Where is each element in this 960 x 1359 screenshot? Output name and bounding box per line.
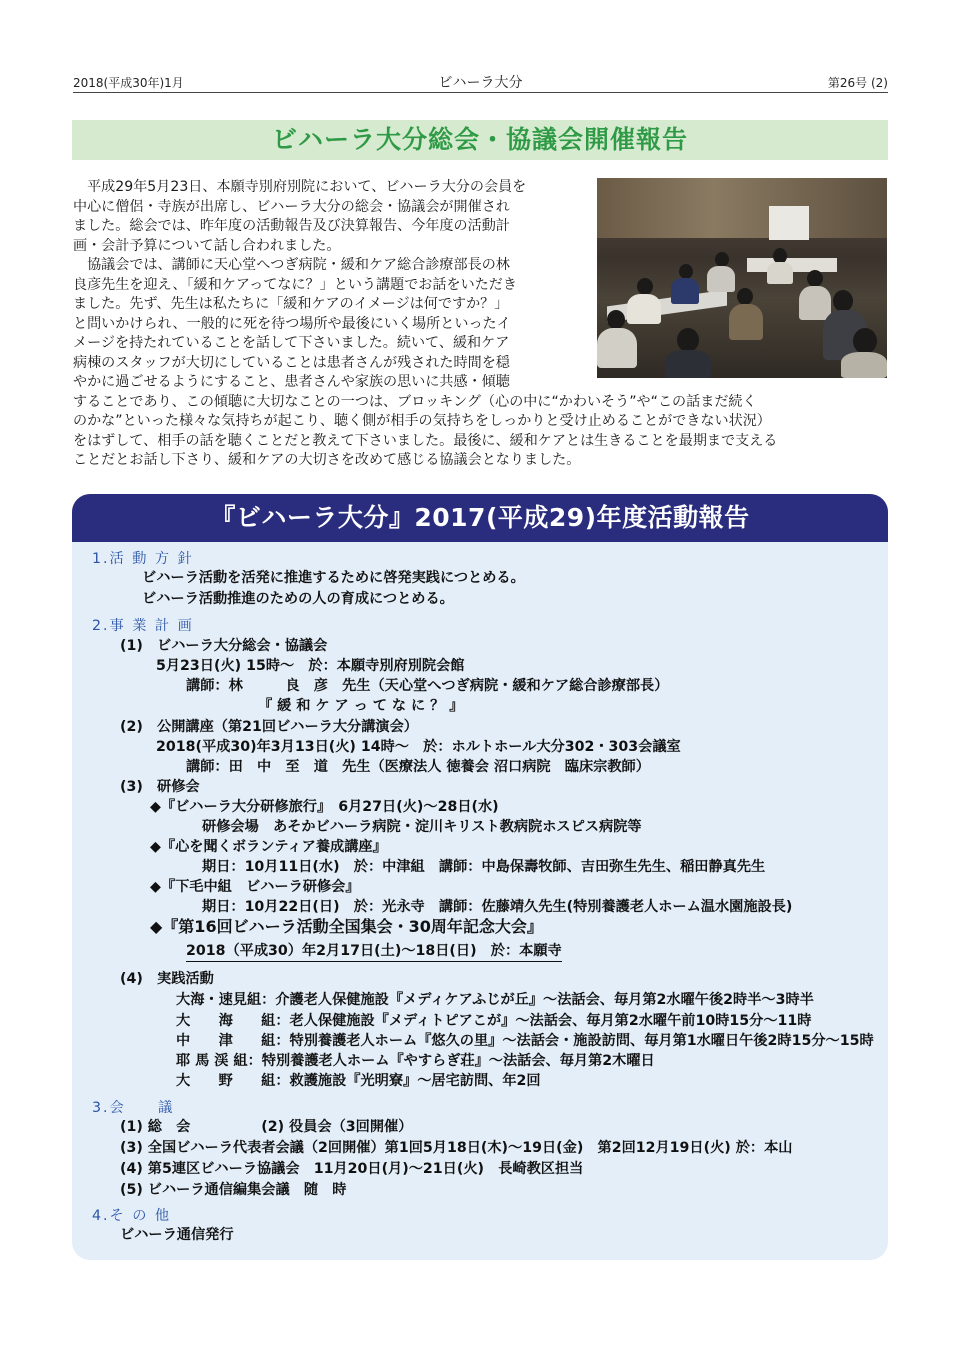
report-line: することであり、この傾聴に大切なことの一つは、ブロッキング（心の中に“かわいそう”や“この話まだ続く	[73, 393, 757, 410]
seminar-entry: ◆『下毛中組 ビハーラ研修会』	[150, 879, 360, 895]
section-policy-heading: 1.活 動 方 針	[92, 551, 194, 567]
report-line: 協議会では、講師に天心堂へつぎ病院・緩和ケア総合診療部長の林	[73, 257, 510, 273]
header-issue: 第26号 (2)	[827, 76, 888, 90]
seminar-entry-highlight: ◆『第16回ビハーラ活動全国集会・30周年記念大会』	[150, 917, 543, 936]
plan-item-title: (3) 研修会	[120, 779, 200, 795]
report-line: をはずして、相手の話を聴くことだと教えて下さいました。最後に、緩和ケアとは生きることを最期まで支える	[73, 432, 778, 449]
header-title: ビハーラ大分	[438, 75, 523, 91]
report-line: 病棟のスタッフが大切にしていることは患者さんが残された時間を穏	[73, 354, 510, 371]
header-rule	[73, 92, 888, 93]
plan-item-title: (2) 公開講座（第21回ビハーラ大分講演会）	[120, 719, 418, 735]
meeting-photo	[597, 178, 887, 378]
other-line: ビハーラ通信発行	[120, 1227, 234, 1243]
meeting-line: (3) 全国ビハーラ代表者会議（2回開催）第1回5月18日(木)～19日(金) 第2回12月19日(火) 於：本山	[120, 1140, 793, 1156]
report-title: ビハーラ大分総会・協議会開催報告	[72, 120, 888, 160]
report-line: ました。総会では、昨年度の活動報告及び決算報告、今年度の活動計	[73, 218, 510, 234]
plan-item-line: 2018(平成30)年3月13日(火) 14時～ 於：ホルトホール大分302・303会議室	[156, 739, 681, 755]
header-date: 2018(平成30年)1月	[73, 76, 184, 90]
practice-line: 耶 馬 渓 組：特別養護老人ホーム『やすらぎ荘』～法話会、毎月第2木曜日	[176, 1053, 655, 1069]
section-plan-heading: 2.事 業 計 画	[92, 618, 194, 634]
seminar-entry: ◆『心を聞くボランティア養成講座』	[150, 839, 387, 855]
page-header	[73, 74, 888, 92]
report-line: 平成29年5月23日、本願寺別府別院において、ビハーラ大分の会員を	[73, 179, 527, 195]
report-line: 中心に僧侶・寺族が出席し、ビハーラ大分の総会・協議会が開催され	[73, 198, 510, 215]
report-line: 画・会計予算について話し合われました。	[73, 237, 341, 254]
practice-line: 大 海 組：老人保健施設『メディトピアこが』～法話会、毎月第2水曜午前10時15分～11時	[176, 1013, 812, 1029]
activity-title: 『ビハーラ大分』2017(平成29)年度活動報告	[72, 494, 888, 542]
seminar-detail: 期日：10月11日(水) 於：中津組 講師：中島保壽牧師、吉田弥生先生、稲田静真先生	[202, 859, 766, 875]
seminar-detail-underlined: 2018（平成30）年2月17日(土)～18日(日) 於：本願寺	[186, 942, 562, 962]
seminar-entry: ◆『ビハーラ大分研修旅行』 6月27日(火)～28日(水)	[150, 799, 499, 815]
policy-line: ビハーラ活動推進のための人の育成につとめる。	[142, 591, 454, 607]
report-line: やかに過ごせるようにすること、患者さんや家族の思いに共感・傾聴	[73, 374, 510, 390]
report-line: ました。先ず、先生は私たちに「緩和ケアのイメージは何ですか？」	[73, 296, 509, 312]
seminar-detail: 期日：10月22日(日) 於：光永寺 講師：佐藤靖久先生(特別養護老人ホーム温水園施設長)	[202, 899, 793, 915]
policy-line: ビハーラ活動を活発に推進するために啓発実践につとめる。	[142, 570, 525, 586]
meeting-line: (4) 第5連区ビハーラ協議会 11月20日(月)～21日(火) 長崎教区担当	[120, 1161, 584, 1177]
report-line: と問いかけられ、一般的に死を待つ場所や最後にいく場所といったイ	[73, 315, 511, 332]
meeting-line: (1) 総 会 (2) 役員会（3回開催）	[120, 1119, 413, 1135]
section-meetings-heading: 3.会 議	[92, 1100, 175, 1116]
plan-item-line: 5月23日(火) 15時～ 於：本願寺別府別院会館	[156, 658, 465, 674]
plan-item-title: (1) ビハーラ大分総会・協議会	[120, 638, 328, 654]
meeting-line: (5) ビハーラ通信編集会議 随 時	[120, 1182, 347, 1198]
report-line: ことだとお話し下さり、緩和ケアの大切さを改めて感じる協議会となりました。	[73, 452, 581, 468]
section-other-heading: 4.そ の 他	[92, 1208, 172, 1224]
report-line: メージを持たれていることを話して下さいました。続いて、緩和ケア	[73, 335, 510, 351]
report-line: 良彦先生を迎え、「緩和ケアってなに？」という講題でお話をいただき	[73, 276, 517, 293]
practice-line: 中 津 組：特別養護老人ホーム『悠久の里』～法話会・施設訪問、毎月第1水曜日午後2時15分～15時	[176, 1033, 874, 1049]
plan-item-title: (4) 実践活動	[120, 971, 214, 987]
practice-line: 大海・速見組：介護老人保健施設『メディケアふじが丘』～法話会、毎月第2水曜午後2時半～3時半	[176, 992, 814, 1008]
report-line: のかな”といった様々な気持ちが起こり、聴く側が相手の気持ちをしっかりと受け止めることができない状況）	[73, 413, 771, 429]
seminar-detail: 研修会場 あそかビハーラ病院・淀川キリスト教病院ホスピス病院等	[202, 819, 642, 835]
practice-line: 大 野 組：救護施設『光明寮』～居宅訪問、年2回	[176, 1073, 541, 1089]
plan-item-line: 講師：林 良 彦 先生（天心堂へつぎ病院・緩和ケア総合診療部長）	[186, 678, 669, 694]
activity-panel	[72, 494, 888, 1260]
plan-item-line: 『 緩 和 ケ ア っ て な に ？ 』	[258, 698, 464, 714]
plan-item-line: 講師：田 中 至 道 先生（医療法人 徳養会 沼口病院 臨床宗教師）	[186, 759, 650, 775]
